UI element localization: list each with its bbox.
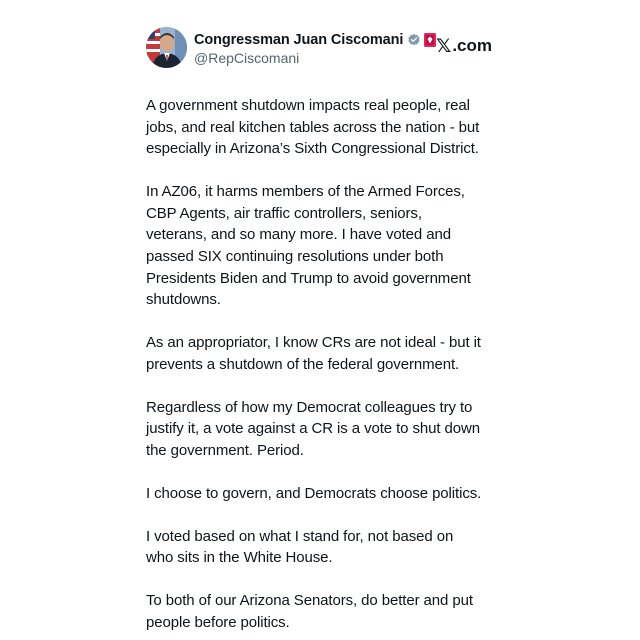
avatar-photo-icon xyxy=(146,27,187,68)
x-logo-icon: 𝕏 xyxy=(436,35,452,57)
post-paragraph: I voted based on what I stand for, not based on who sits in the White House. xyxy=(146,527,454,567)
post-paragraph: In AZ06, it harms members of the Armed Forces, CBP Agents, air traffic controllers, seniors, veterans, and so many more. I have voted and passed SIX continuing resolutions under both Presidents Biden and Trump to avoid government shutdowns. xyxy=(146,183,471,309)
post-body xyxy=(146,95,506,640)
verified-badge-icon xyxy=(407,33,421,47)
post-paragraph: A government shutdown impacts real people, real jobs, and real kitchen tables across the nation - but especially in Arizona’s Sixth Congressional District. xyxy=(146,97,480,158)
post-paragraph: To both of our Arizona Senators, do better and put people before politics. xyxy=(146,592,473,632)
name-line xyxy=(194,30,436,49)
avatar[interactable] xyxy=(146,27,187,68)
post-paragraph: Regardless of how my Democrat colleagues try to justify it, a vote against a CR is a vote to shut down the government. Period. xyxy=(146,398,480,459)
author-handle[interactable]: @RepCiscomani xyxy=(194,50,300,66)
post-paragraph: As an appropriator, I know CRs are not ideal - but it prevents a shutdown of the federal government. xyxy=(146,334,481,373)
post-paragraph: I choose to govern, and Democrats choose politics. xyxy=(146,484,482,502)
brand-logo xyxy=(436,35,492,57)
government-affiliation-icon[interactable] xyxy=(424,33,436,47)
author-block xyxy=(194,30,436,66)
brand-domain: .com xyxy=(452,36,492,55)
author-display-name[interactable]: Congressman Juan Ciscomani xyxy=(194,31,404,48)
